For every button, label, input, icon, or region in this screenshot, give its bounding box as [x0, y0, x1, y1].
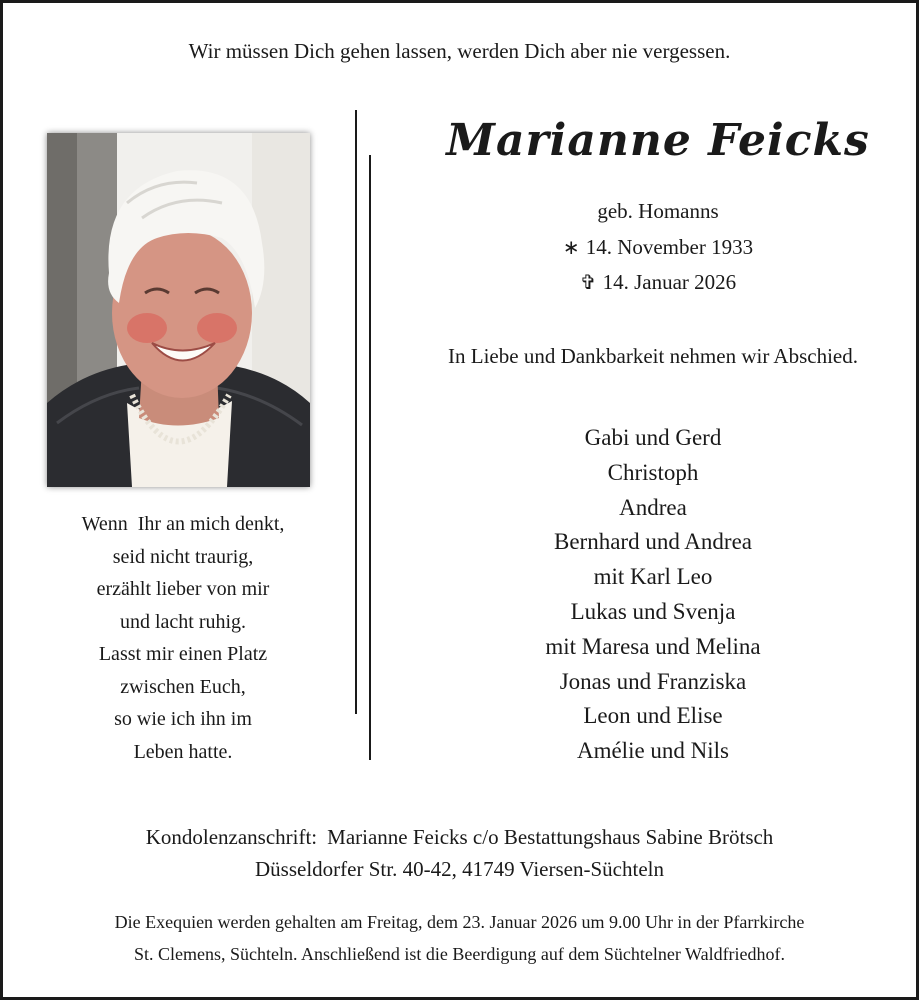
condolence-line-2: Düsseldorfer Str. 40-42, 41749 Viersen-Süchteln: [255, 857, 664, 881]
poem-line: Lasst mir einen Platz: [98, 643, 268, 665]
family-member: Bernhard und Andrea: [554, 529, 752, 555]
family-member: Gabi und Gerd: [584, 425, 722, 450]
family-member: mit Karl Leo: [593, 564, 713, 590]
poem: [33, 508, 333, 768]
poem-line: und lacht ruhig.: [119, 610, 247, 633]
life-details: [423, 195, 893, 299]
family-member: Jonas und Franziska: [559, 668, 747, 694]
service-line-1: Die Exequien werden gehalten am Freitag, dem 23. Januar 2026 um 9.00 Uhr in der Pfarrkirche: [114, 912, 805, 932]
condolence-label: Kondolenzanschrift:: [145, 825, 318, 849]
condolence-line-1: [3, 821, 916, 853]
birth-date: 14. November 1933: [585, 235, 754, 259]
poem-line: Leben hatte.: [133, 740, 233, 763]
poem-line: erzählt lieber von mir: [96, 578, 270, 600]
family-list: [433, 421, 873, 769]
poem-line: seid nicht traurig,: [112, 545, 254, 568]
family-member: Christoph: [607, 459, 699, 485]
poem-line: zwischen Euch,: [120, 675, 246, 698]
asterisk-icon: ∗: [562, 235, 580, 259]
farewell-text: In Liebe und Dankbarkeit nehmen wir Abschied.: [448, 344, 858, 368]
deceased-name: Marianne Feicks: [446, 115, 870, 166]
funeral-service-info: [3, 906, 916, 970]
family-member: Leon und Elise: [583, 703, 723, 729]
portrait-photo: [47, 133, 310, 487]
divider-line-left: [355, 110, 357, 714]
birth-name: geb. Homanns: [597, 199, 719, 223]
service-line-2: St. Clemens, Süchteln. Anschließend ist die Beerdigung auf dem Süchtelner Waldfriedhof.: [133, 944, 786, 964]
poem-line: so wie ich ihn im: [114, 708, 252, 730]
death-date-row: [423, 266, 893, 299]
family-member: Andrea: [619, 494, 687, 520]
condolence-recipient: Marianne Feicks c/o Bestattungshaus Sabine Brötsch: [327, 825, 774, 849]
family-member: Amélie und Nils: [576, 738, 730, 764]
poem-line: Wenn Ihr an mich denkt,: [81, 513, 285, 535]
death-date: 14. Januar 2026: [602, 270, 737, 294]
cross-icon: ✞: [579, 270, 597, 294]
motto: Wir müssen Dich gehen lassen, werden Dich aber nie vergessen.: [188, 39, 731, 63]
family-member: Lukas und Svenja: [570, 598, 736, 624]
condolence-address: [3, 821, 916, 885]
birth-date-row: [423, 228, 893, 266]
family-member: mit Maresa und Melina: [545, 633, 761, 659]
divider-line-right: [369, 155, 371, 760]
